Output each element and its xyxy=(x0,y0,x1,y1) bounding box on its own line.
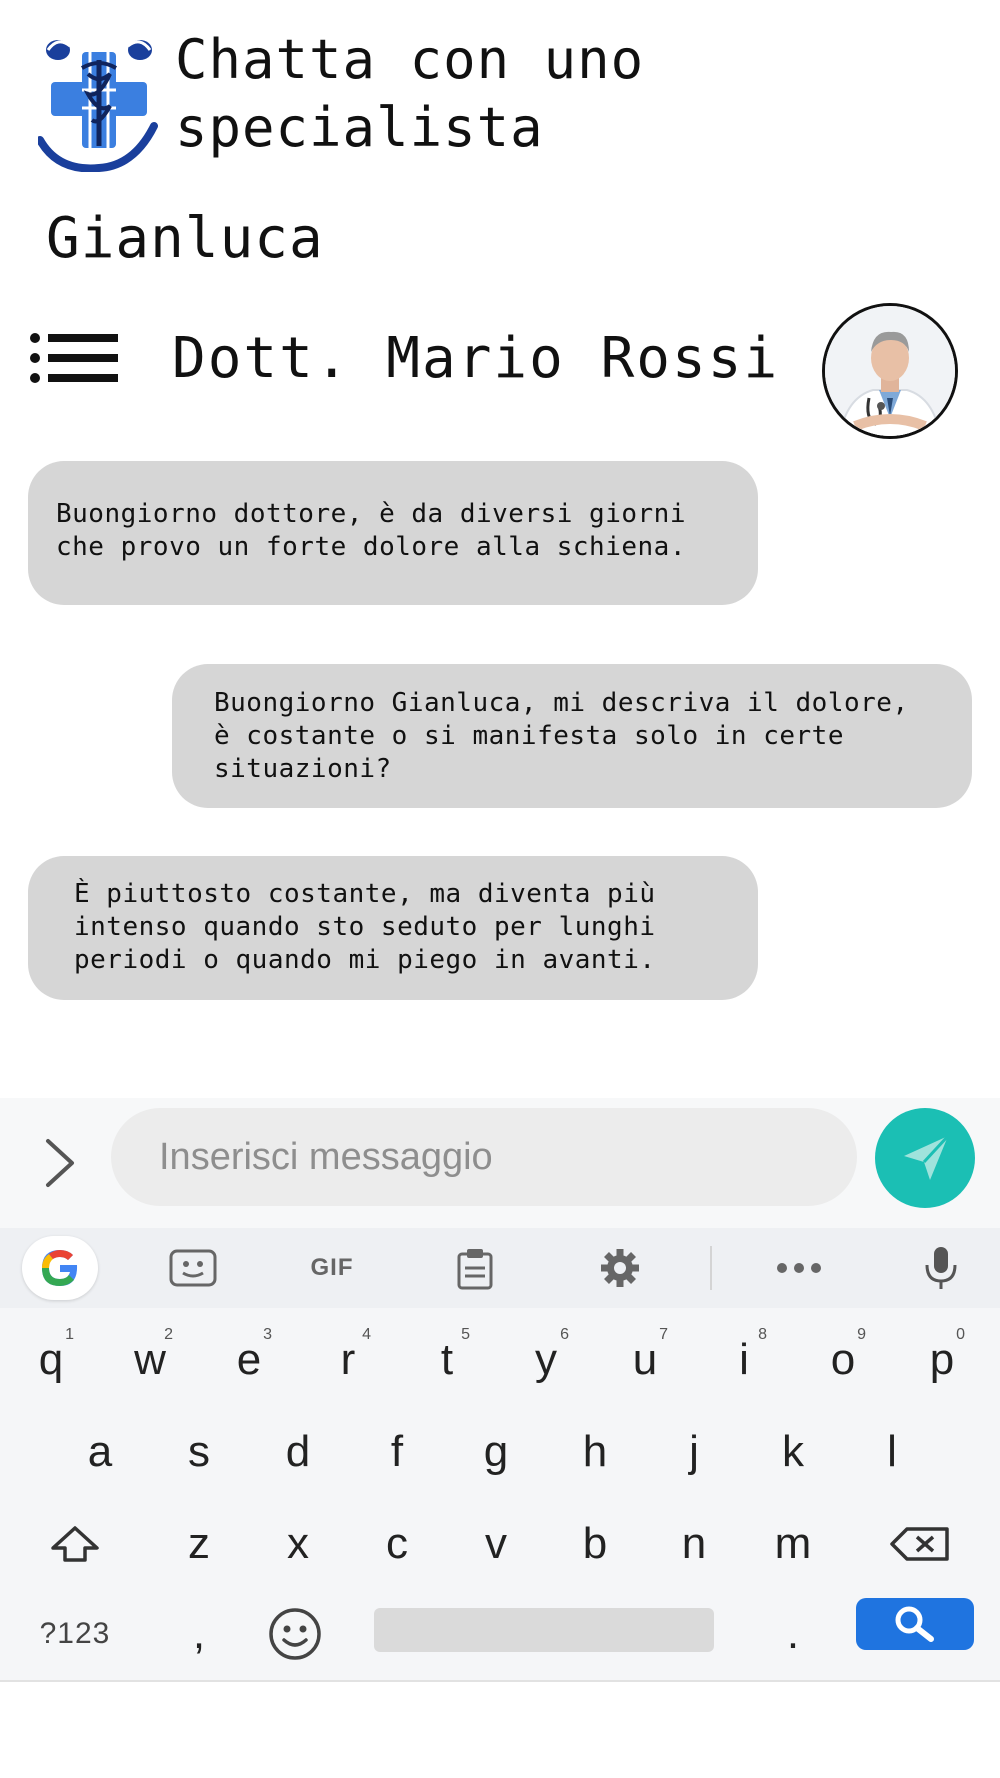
key-v[interactable]: v xyxy=(485,1519,507,1568)
key-w[interactable]: w 2 xyxy=(134,1326,173,1384)
sticker-icon[interactable] xyxy=(158,1242,228,1294)
message-bubble-doctor: Buongiorno Gianluca, mi descriva il dolore, è costante o si manifesta solo in certe situazioni? xyxy=(172,664,972,808)
key-g[interactable]: g xyxy=(483,1427,509,1476)
key-k[interactable]: k xyxy=(782,1427,804,1476)
message-input[interactable] xyxy=(111,1108,857,1206)
key-c[interactable]: c xyxy=(386,1519,408,1568)
search-icon xyxy=(889,1604,941,1644)
key-u[interactable]: u 7 xyxy=(632,1326,668,1384)
user-name: Gianluca xyxy=(46,206,324,271)
key-n[interactable]: n xyxy=(681,1519,707,1568)
emoji-key[interactable] xyxy=(250,1596,340,1672)
key-t[interactable]: t 5 xyxy=(440,1326,470,1384)
message-composer xyxy=(0,1098,1000,1228)
virtual-keyboard xyxy=(0,1228,1000,1682)
key-j[interactable]: j xyxy=(689,1427,699,1476)
chevron-right-icon[interactable] xyxy=(38,1135,82,1191)
space-key[interactable] xyxy=(374,1608,714,1652)
key-a[interactable]: a xyxy=(87,1427,113,1476)
symbols-key[interactable]: ?123 xyxy=(39,1617,111,1650)
key-r[interactable]: r 4 xyxy=(340,1326,371,1384)
message-bubble-patient: Buongiorno dottore, è da diversi giorni che provo un forte dolore alla schiena. xyxy=(28,461,758,605)
pharmacy-cross-smile-icon xyxy=(38,34,160,172)
key-b[interactable]: b xyxy=(582,1519,608,1568)
send-icon xyxy=(900,1132,952,1184)
microphone-icon[interactable] xyxy=(906,1242,976,1294)
key-e[interactable]: e 3 xyxy=(236,1326,272,1384)
key-x[interactable]: x xyxy=(287,1519,309,1568)
message-bubble-patient: È piuttosto costante, ma diventa più intenso quando sto seduto per lunghi periodi o quando mi piego in avanti. xyxy=(28,856,758,1000)
key-f[interactable]: f xyxy=(390,1427,404,1476)
key-d[interactable]: d xyxy=(285,1427,311,1476)
key-o[interactable]: o 9 xyxy=(830,1326,866,1384)
page-title: Chatta con uno specialista xyxy=(175,28,645,159)
key-s[interactable]: s xyxy=(188,1427,210,1476)
emoji-icon xyxy=(267,1606,323,1662)
period-key[interactable]: . xyxy=(786,1609,800,1658)
keyboard-toolbar xyxy=(0,1228,1000,1308)
doctor-avatar-icon[interactable] xyxy=(822,303,958,439)
key-i[interactable]: i 8 xyxy=(739,1326,767,1384)
toolbar-divider xyxy=(710,1246,712,1290)
shift-key[interactable] xyxy=(30,1506,120,1582)
comma-key[interactable]: , xyxy=(192,1609,206,1658)
search-key[interactable] xyxy=(856,1598,974,1650)
key-h[interactable]: h xyxy=(582,1427,608,1476)
backspace-icon xyxy=(889,1526,951,1562)
key-y[interactable]: y 6 xyxy=(535,1326,569,1384)
menu-list-icon[interactable] xyxy=(30,332,120,384)
key-q[interactable]: q 1 xyxy=(38,1326,74,1384)
key-p[interactable]: p 0 xyxy=(929,1326,965,1384)
key-m[interactable]: m xyxy=(774,1519,812,1568)
key-z[interactable]: z xyxy=(188,1519,210,1568)
send-button[interactable] xyxy=(875,1108,975,1208)
key-l[interactable]: l xyxy=(887,1427,897,1476)
clipboard-icon[interactable] xyxy=(440,1242,510,1294)
google-icon[interactable] xyxy=(22,1236,98,1300)
more-icon[interactable] xyxy=(764,1242,834,1294)
doctor-name: Dott. Mario Rossi xyxy=(172,326,780,391)
backspace-key[interactable] xyxy=(870,1506,970,1582)
shift-icon xyxy=(49,1524,101,1564)
gear-icon[interactable] xyxy=(585,1242,655,1294)
gif-button[interactable]: GIF xyxy=(310,1254,354,1281)
